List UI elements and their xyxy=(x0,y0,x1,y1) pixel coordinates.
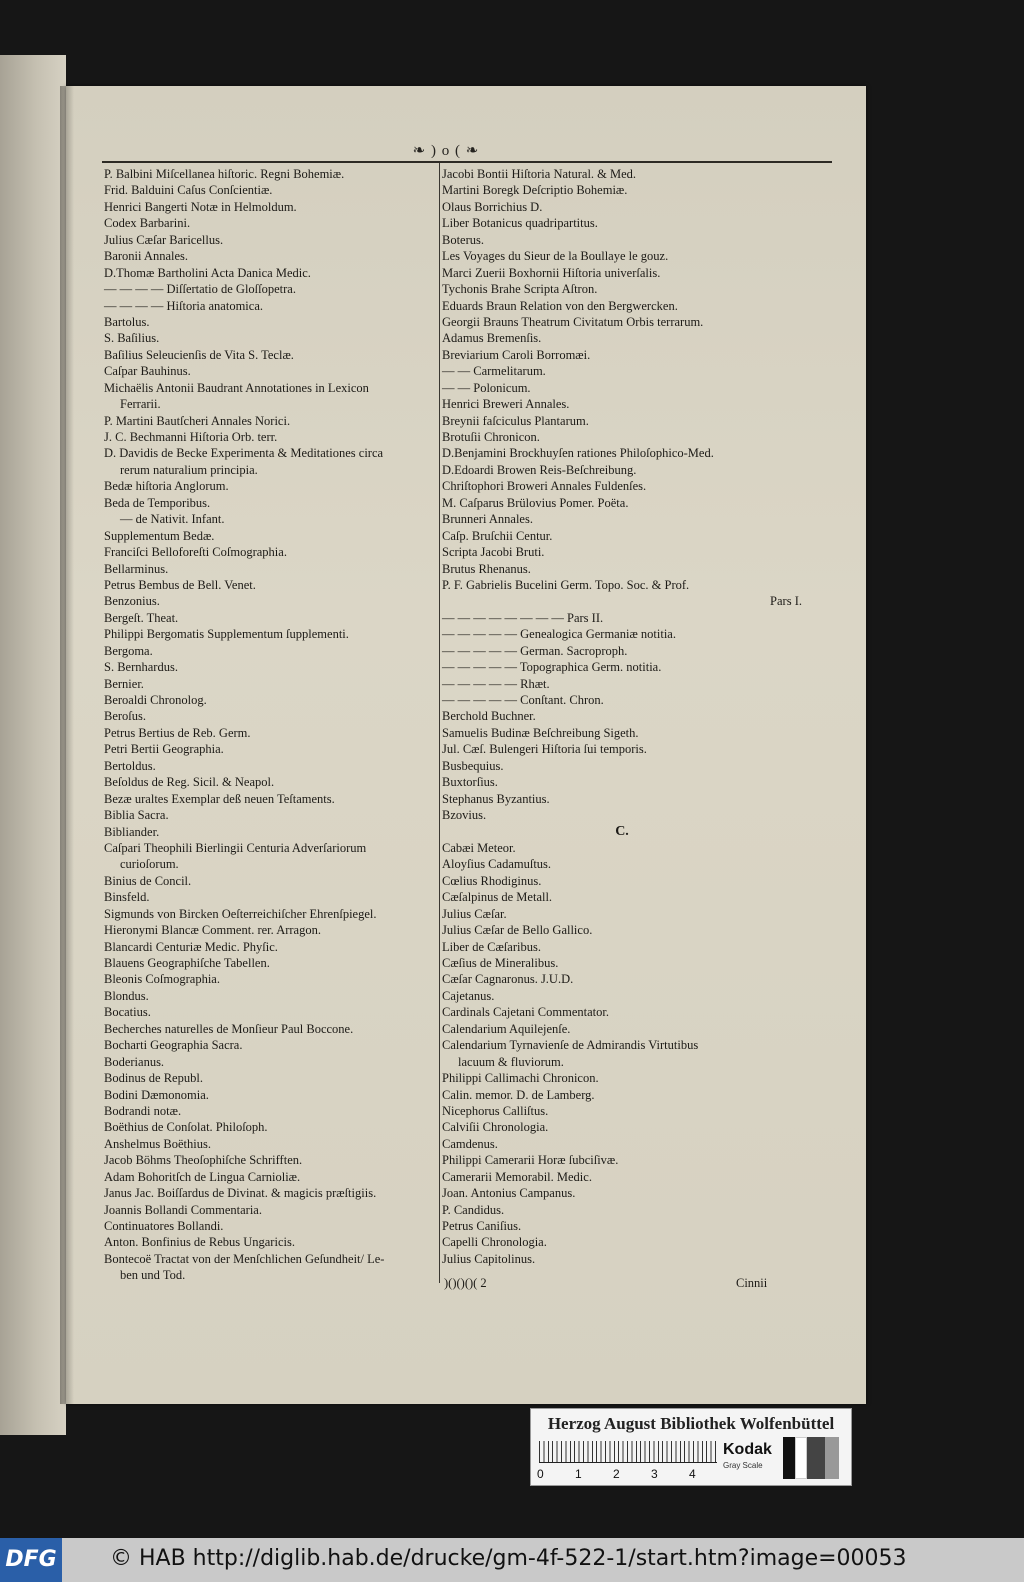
index-entry: Stephanus Byzantius. xyxy=(442,791,550,806)
index-entry: Ferrarii. xyxy=(120,397,161,412)
index-entry: — — — — — Rhæt. xyxy=(442,676,550,691)
index-entry: — — — — — Conſtant. Chron. xyxy=(442,693,604,707)
index-entry: Julius Cæſar Baricellus. xyxy=(104,232,224,247)
index-entry: Calendarium Tyrnavienſe de Admirandis Virtutibus xyxy=(442,1038,699,1053)
index-entry: Breynii faſciculus Plantarum. xyxy=(442,413,589,428)
index-entry: Brutus Rhenanus. xyxy=(442,561,531,576)
right-column xyxy=(442,166,802,1267)
index-entry: Nicephorus Calliſtus. xyxy=(442,1103,549,1118)
index-entry: S. Baſilius. xyxy=(104,331,160,346)
index-entry: Cæſar Cagnaronus. J.U.D. xyxy=(442,972,574,987)
index-entry: Camdenus. xyxy=(442,1136,498,1151)
index-entry: Blauens Geographiſche Tabellen. xyxy=(104,956,270,970)
index-entry: Bontecoë Tractat von der Menſchlichen Geſundheit/ Le- xyxy=(104,1251,385,1266)
index-entry: D. Davidis de Becke Experimenta & Meditationes circa xyxy=(104,446,384,461)
index-entry: Brunneri Annales. xyxy=(442,512,533,527)
index-entry: — — — — — Topographica Germ. notitia. xyxy=(442,660,662,675)
scale-number: 0 xyxy=(537,1467,544,1481)
index-entry: Boëthius de Conſolat. Philoſoph. xyxy=(104,1120,268,1135)
gray-patch-white xyxy=(795,1437,807,1479)
index-entry: Petrus Bembus de Bell. Venet. xyxy=(104,577,256,592)
index-entry: Julius Cæſar de Bello Gallico. xyxy=(442,923,593,938)
index-entry: Beroaldi Chronolog. xyxy=(104,693,207,707)
index-entry: Hieronymi Blancæ Comment. rer. Arragon. xyxy=(104,923,321,938)
index-entry: — — — — — — — — Pars II. xyxy=(442,610,604,625)
index-entry: P. F. Gabrielis Bucelini Germ. Topo. Soc. & Prof. xyxy=(442,577,690,592)
index-entry: Calendarium Aquilejenſe. xyxy=(442,1021,571,1036)
index-entry: Les Voyages du Sieur de la Boullaye le gouz. xyxy=(442,249,669,264)
scale-number: 3 xyxy=(651,1467,658,1481)
index-entry: Caſpari Theophili Bierlingii Centuria Adverſariorum xyxy=(104,840,367,855)
index-entry: Baſilius Seleucienſis de Vita S. Teclæ. xyxy=(104,347,294,362)
index-entry: — — Polonicum. xyxy=(442,380,531,395)
index-entry: Biblia Sacra. xyxy=(104,808,169,823)
index-entry: Frid. Balduini Caſus Conſcientiæ. xyxy=(104,183,273,198)
index-entry: Cæſalpinus de Metall. xyxy=(442,890,553,905)
index-entry: — — — — Diſſertatio de Gloſſopetra. xyxy=(104,282,296,297)
index-entry: Bocatius. xyxy=(104,1005,151,1020)
index-entry: Jacob Böhms Theoſophiſche Schrifften. xyxy=(104,1153,303,1168)
index-entry: Becherches naturelles de Monſieur Paul Boccone. xyxy=(104,1021,354,1036)
index-entry: Marci Zuerii Boxhornii Hiſtoria univerſalis. xyxy=(442,265,661,280)
index-entry: Calin. memor. D. de Lamberg. xyxy=(442,1087,595,1102)
index-entry: — — — — — German. Sacroproph. xyxy=(442,643,628,658)
index-entry: Julius Cæſar. xyxy=(442,906,507,921)
color-calibration-bar xyxy=(530,1408,852,1486)
index-entry: Anton. Bonfinius de Rebus Ungaricis. xyxy=(104,1235,295,1250)
index-entry: Sigmunds von Bircken Oeſterreichiſcher Ehrenſpiegel. xyxy=(104,906,377,921)
index-entry: curioſorum. xyxy=(120,857,179,872)
index-entry: ben und Tod. xyxy=(120,1268,186,1283)
index-entry: Breviarium Caroli Borromæi. xyxy=(442,347,591,362)
book-page xyxy=(66,86,866,1404)
index-entry: Bodini Dæmonomia. xyxy=(104,1087,209,1102)
index-entry: Martini Boregk Deſcriptio Bohemiæ. xyxy=(442,183,628,198)
left-column xyxy=(104,166,434,1284)
index-entry: P. Balbini Miſcellanea hiſtoric. Regni Bohemiæ. xyxy=(104,167,345,181)
index-entry: Adamus Bremenſis. xyxy=(442,331,542,346)
gray-patch-black xyxy=(783,1437,795,1479)
index-entry: Franciſci Belloforeſti Coſmographia. xyxy=(104,545,287,560)
index-entry: Beſoldus de Reg. Sicil. & Neapol. xyxy=(104,775,275,790)
index-entry: Camerarii Memorabil. Medic. xyxy=(442,1169,592,1184)
index-entry: Beda de Temporibus. xyxy=(104,495,211,510)
index-entry: D.Edoardi Browen Reis-Beſchreibung. xyxy=(442,462,637,477)
index-entry: Henrici Breweri Annales. xyxy=(442,397,570,412)
signature-mark: )()()()( 2 xyxy=(444,1276,487,1290)
index-entry: Blancardi Centuriæ Medic. Phyſic. xyxy=(104,939,278,954)
index-entry: — — Carmelitarum. xyxy=(442,364,546,379)
page-header-ornament: ❧ ) o ( ❧ xyxy=(412,143,480,159)
index-entry: Berchold Buchner. xyxy=(442,709,536,724)
index-entry: Cajetanus. xyxy=(442,988,495,1003)
index-entry: Bartolus. xyxy=(104,314,150,329)
index-entry: — de Nativit. Infant. xyxy=(120,512,225,527)
scale-number: 4 xyxy=(689,1467,696,1481)
index-entry: Eduards Braun Relation von den Bergwercken. xyxy=(442,298,678,313)
index-entry: Bodinus de Republ. xyxy=(104,1071,203,1086)
index-entry: Michaëlis Antonii Baudrant Annotationes in Lexicon xyxy=(104,380,369,395)
ruler-scale xyxy=(539,1441,717,1463)
header-rule xyxy=(102,161,832,163)
index-entry: Bzovius. xyxy=(442,808,487,823)
index-entry: Henrici Bangerti Notæ in Helmoldum. xyxy=(104,199,297,214)
index-entry: Jul. Cæſ. Bulengeri Hiſtoria ſui temporis. xyxy=(442,742,647,757)
index-entry: D.Benjamini Brockhuyſen rationes Philoſophico-Med. xyxy=(442,446,714,461)
index-entry: Binsfeld. xyxy=(104,890,150,905)
index-entry: Bedæ hiſtoria Anglorum. xyxy=(104,479,229,494)
gray-scale-label: Gray Scale xyxy=(723,1461,763,1470)
index-entry: Samuelis Budinæ Beſchreibung Sigeth. xyxy=(442,725,639,740)
index-entry: Bibliander. xyxy=(104,824,160,839)
index-entry: M. Caſparus Brülovius Pomer. Poëta. xyxy=(442,495,629,510)
index-entry: Aloyſius Cadamuſtus. xyxy=(442,857,552,872)
index-entry: Tychonis Brahe Scripta Aſtron. xyxy=(442,282,598,297)
catchword: Cinnii xyxy=(736,1276,768,1290)
index-entry: Baronii Annales. xyxy=(104,249,189,264)
index-entry: Bleonis Coſmographia. xyxy=(104,972,220,987)
index-entry: J. C. Bechmanni Hiſtoria Orb. terr. xyxy=(104,430,278,444)
index-entry: — — — — Hiſtoria anatomica. xyxy=(104,298,263,313)
previous-page-edge xyxy=(0,55,66,1435)
index-entry: — — — — — Genealogica Germaniæ notitia. xyxy=(442,627,676,642)
index-entry: Blondus. xyxy=(104,988,149,1003)
column-divider xyxy=(439,163,440,1283)
index-entry: Cœlius Rhodiginus. xyxy=(442,873,542,888)
index-entry: Benzonius. xyxy=(104,594,160,609)
index-entry: Bergeſt. Theat. xyxy=(104,610,179,625)
index-entry: Bergoma. xyxy=(104,643,153,658)
index-entry: Olaus Borrichius D. xyxy=(442,199,543,214)
scale-number: 1 xyxy=(575,1467,582,1481)
index-entry: Continuatores Bollandi. xyxy=(104,1219,224,1233)
index-entry: Scripta Jacobi Bruti. xyxy=(442,545,545,560)
index-entry: Caſp. Bruſchii Centur. xyxy=(442,528,553,543)
index-entry: Bertoldus. xyxy=(104,758,156,773)
index-entry: Jacobi Bontii Hiſtoria Natural. & Med. xyxy=(442,167,637,181)
gray-patch-mid xyxy=(825,1437,839,1479)
index-entry: Philippi Callimachi Chronicon. xyxy=(442,1071,599,1086)
gutter-shadow xyxy=(60,86,74,1404)
index-entry: Georgii Brauns Theatrum Civitatum Orbis terrarum. xyxy=(442,314,704,329)
index-entry: Supplementum Bedæ. xyxy=(104,528,215,543)
index-entry: Julius Capitolinus. xyxy=(442,1251,536,1266)
index-entry: C. xyxy=(615,823,629,839)
index-entry: Cabæi Meteor. xyxy=(442,840,516,855)
index-entry: Capelli Chronologia. xyxy=(442,1235,547,1250)
index-entry: S. Bernhardus. xyxy=(104,660,178,675)
index-entry: Bernier. xyxy=(104,676,144,691)
index-entry: D.Thomæ Bartholini Acta Danica Medic. xyxy=(104,265,311,280)
library-name: Herzog August Bibliothek Wolfenbüttel xyxy=(547,1414,835,1433)
index-entry: Calviſii Chronologia. xyxy=(442,1120,549,1135)
footer-bar xyxy=(0,1538,1024,1582)
index-entry: Boderianus. xyxy=(104,1054,165,1069)
index-entry: Liber Botanicus quadripartitus. xyxy=(442,216,598,231)
index-entry: Liber de Cæſaribus. xyxy=(442,939,541,954)
index-entry: Busbequius. xyxy=(442,758,504,773)
index-entry: Boterus. xyxy=(442,232,485,247)
dfg-logo: DFG xyxy=(0,1538,62,1582)
scale-number: 2 xyxy=(613,1467,620,1481)
index-entry: Codex Barbarini. xyxy=(104,216,191,231)
kodak-brand: Kodak xyxy=(723,1441,772,1458)
index-entry: Petrus Caniſius. xyxy=(442,1219,522,1233)
footer-source-text: © HAB http://diglib.hab.de/drucke/gm-4f-522-1/start.htm?image=00053 xyxy=(110,1546,907,1571)
index-entry: Philippi Bergomatis Supplementum ſupplementi. xyxy=(104,627,349,642)
index-entry: Adam Bohoritſch de Lingua Carnioliæ. xyxy=(104,1169,301,1184)
index-entry: Chriſtophori Broweri Annales Fuldenſes. xyxy=(442,479,647,494)
index-entry: Bezæ uraltes Exemplar deß neuen Teſtaments. xyxy=(104,791,335,806)
index-entry: Petri Bertii Geographia. xyxy=(104,742,224,757)
index-entry: Binius de Concil. xyxy=(104,873,192,888)
index-entry: Philippi Camerarii Horæ ſubciſivæ. xyxy=(442,1153,619,1168)
index-entry: Pars I. xyxy=(770,594,802,609)
index-entry: Beroſus. xyxy=(104,709,147,724)
index-entry: Brotuſii Chronicon. xyxy=(442,430,540,444)
gray-patch-dark xyxy=(807,1437,825,1479)
index-entry: rerum naturalium principia. xyxy=(120,462,258,477)
index-entry: P. Candidus. xyxy=(442,1202,505,1217)
index-entry: P. Martini Bautſcheri Annales Norici. xyxy=(104,413,291,428)
index-entry: Petrus Bertius de Reb. Germ. xyxy=(104,725,251,740)
index-entry: Joan. Antonius Campanus. xyxy=(442,1186,576,1201)
index-entry: Caſpar Bauhinus. xyxy=(104,364,191,379)
index-entry: Cardinals Cajetani Commentator. xyxy=(442,1005,609,1020)
index-entry: Buxtorſius. xyxy=(442,775,498,790)
index-entry: Bocharti Geographia Sacra. xyxy=(104,1038,243,1053)
scale-numbers xyxy=(537,1467,727,1481)
index-entry: Janus Jac. Boiſſardus de Divinat. & magicis præſtigiis. xyxy=(104,1186,377,1201)
index-entry: Bodrandi notæ. xyxy=(104,1103,182,1118)
index-entry: lacuum & fluviorum. xyxy=(458,1054,564,1069)
index-entry: Joannis Bollandi Commentaria. xyxy=(104,1202,262,1217)
index-entry: Cæſius de Mineralibus. xyxy=(442,956,559,970)
index-entry: Bellarminus. xyxy=(104,561,169,576)
index-entry: Anshelmus Boëthius. xyxy=(104,1136,211,1151)
